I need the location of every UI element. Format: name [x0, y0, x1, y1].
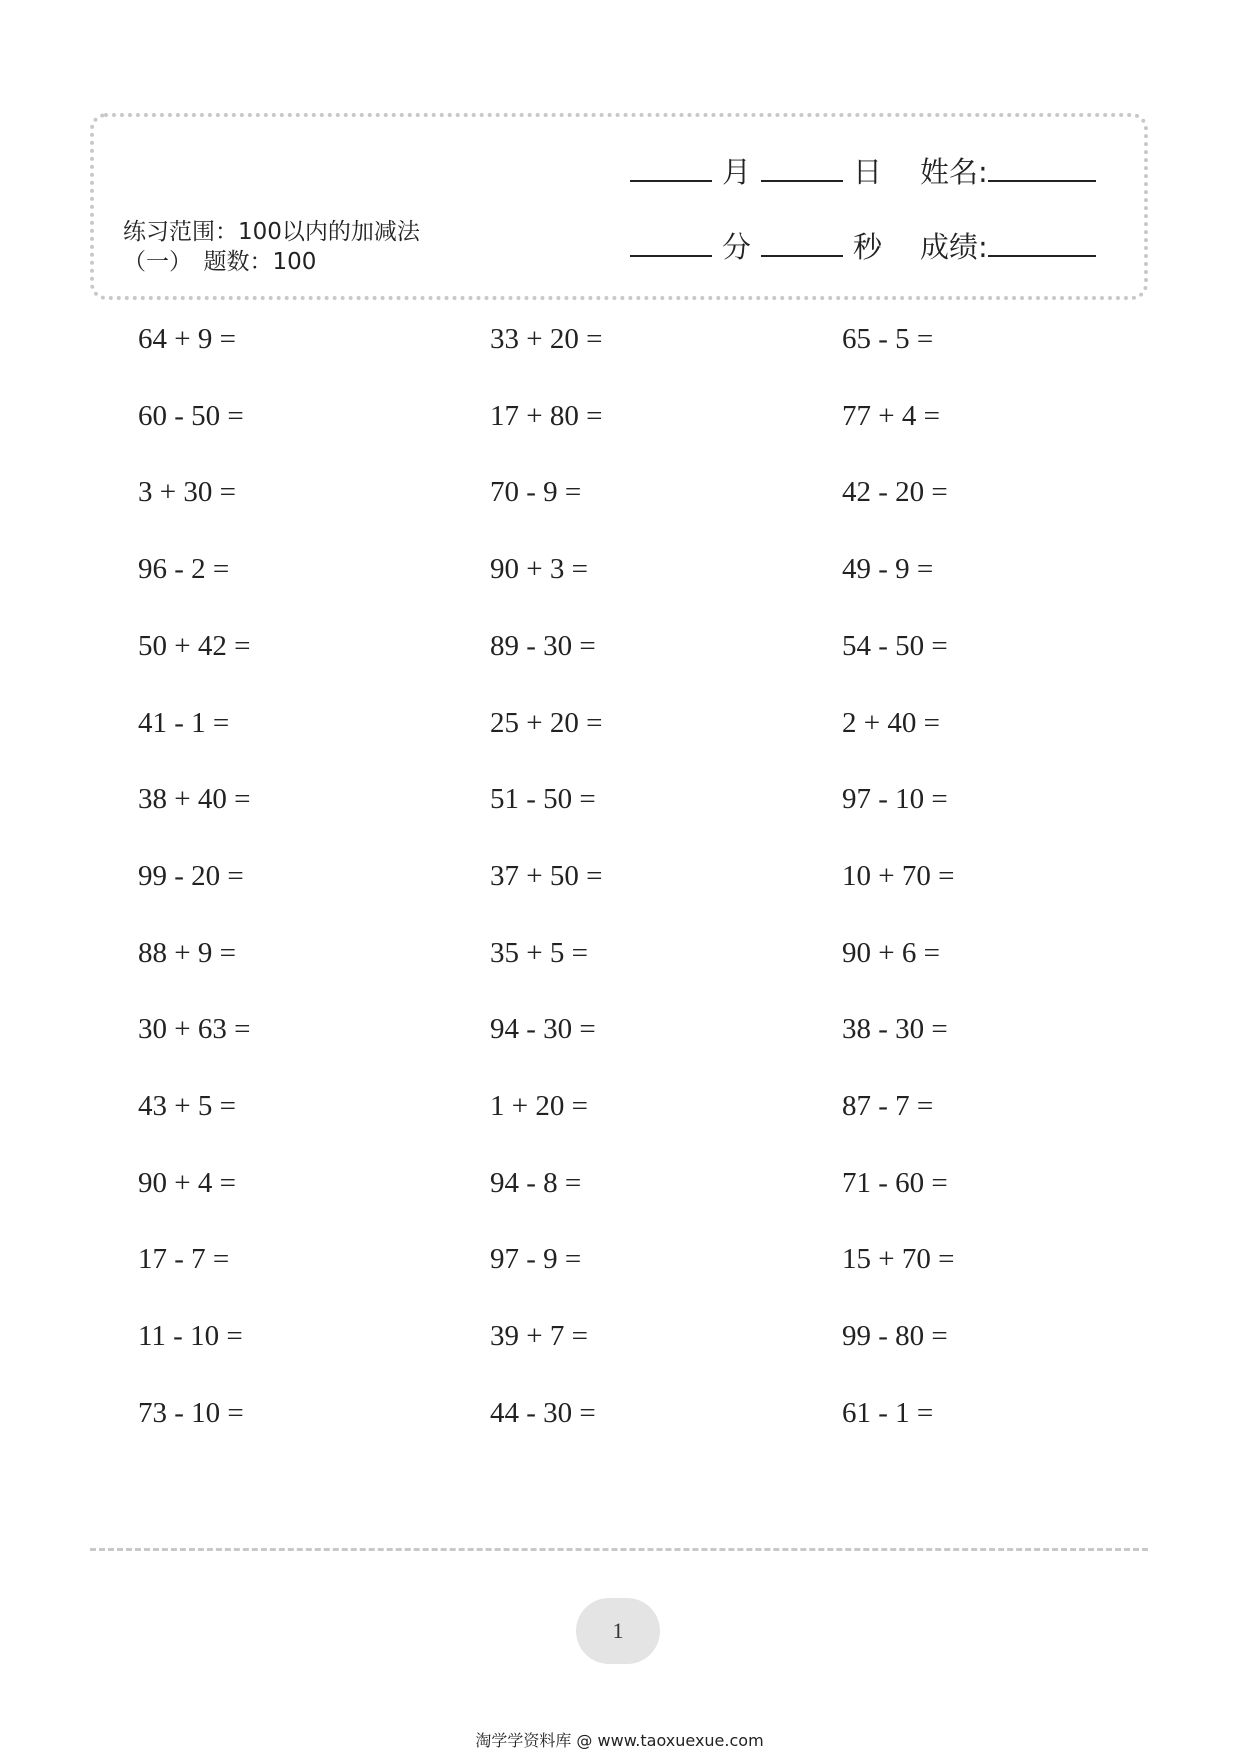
problem-item: 88 + 9 = [138, 936, 236, 969]
problem-item: 61 - 1 = [842, 1396, 934, 1429]
score-label: 成绩: [920, 230, 988, 264]
problem-item: 1 + 20 = [490, 1090, 588, 1122]
problem-row [0, 783, 1239, 823]
problem-item: 77 + 4 = [842, 399, 940, 432]
problem-row [0, 1243, 1239, 1283]
problem-row [0, 1167, 1239, 1207]
problem-item: 25 + 20 = [490, 706, 603, 739]
problem-item: 94 - 8 = [490, 1166, 582, 1199]
problem-item: 37 + 50 = [490, 859, 603, 892]
problem-row [0, 553, 1239, 593]
problem-item: 90 + 6 = [842, 936, 940, 969]
problem-item: 2 + 40 = [842, 706, 940, 739]
problem-item: 89 - 30 = [490, 629, 596, 662]
problem-item: 15 + 70 = [842, 1243, 955, 1276]
problem-row [0, 1013, 1239, 1053]
problem-item: 99 - 20 = [138, 859, 244, 892]
score-blank[interactable] [988, 227, 1096, 257]
month-label: 月 [722, 155, 752, 189]
problem-item: 97 - 10 = [842, 783, 948, 816]
problem-item: 97 - 9 = [490, 1243, 582, 1276]
footer-source: 淘学学资料库 @ www.taoxuexue.com [475, 1731, 764, 1750]
problem-item: 33 + 20 = [490, 323, 603, 355]
problem-item: 64 + 9 = [138, 323, 236, 355]
time-score-row [630, 225, 1096, 266]
problem-row [0, 1090, 1239, 1130]
problem-item: 49 - 9 = [842, 553, 934, 586]
name-blank[interactable] [988, 152, 1096, 182]
problem-item: 10 + 70 = [842, 859, 955, 892]
problem-item: 39 + 7 = [490, 1320, 588, 1353]
second-label: 秒 [853, 230, 883, 264]
problem-item: 99 - 80 = [842, 1320, 948, 1353]
day-label: 日 [853, 155, 883, 189]
problem-row [0, 323, 1239, 363]
problem-item: 17 + 80 = [490, 399, 603, 432]
problem-row [0, 476, 1239, 516]
problem-item: 38 + 40 = [138, 783, 251, 816]
problem-item: 38 - 30 = [842, 1013, 948, 1046]
day-blank[interactable] [761, 152, 843, 182]
problem-item: 35 + 5 = [490, 936, 588, 969]
minute-blank[interactable] [630, 227, 712, 257]
problem-item: 51 - 50 = [490, 783, 596, 816]
problem-item: 44 - 30 = [490, 1396, 596, 1429]
scope-line-2: （一） 题数：100 [123, 249, 317, 275]
practice-scope [123, 217, 420, 277]
problem-item: 94 - 30 = [490, 1013, 596, 1046]
problem-item: 90 + 4 = [138, 1166, 236, 1199]
date-name-row [630, 150, 1096, 191]
problem-item: 42 - 20 = [842, 476, 948, 509]
problem-item: 87 - 7 = [842, 1090, 934, 1122]
problem-item: 73 - 10 = [138, 1396, 244, 1429]
problem-row [0, 1320, 1239, 1360]
problem-item: 17 - 7 = [138, 1243, 230, 1276]
problem-row [0, 860, 1239, 900]
page-divider [90, 1548, 1148, 1551]
problem-row [0, 1397, 1239, 1437]
month-blank[interactable] [630, 152, 712, 182]
problem-row [0, 630, 1239, 670]
second-blank[interactable] [761, 227, 843, 257]
problem-item: 30 + 63 = [138, 1013, 251, 1046]
problem-item: 41 - 1 = [138, 706, 230, 739]
problem-item: 70 - 9 = [490, 476, 582, 509]
problem-item: 43 + 5 = [138, 1090, 236, 1122]
name-label: 姓名: [920, 155, 988, 189]
problem-row [0, 400, 1239, 440]
problem-item: 71 - 60 = [842, 1166, 948, 1199]
problem-row [0, 707, 1239, 747]
problem-row [0, 937, 1239, 977]
problem-item: 90 + 3 = [490, 553, 588, 586]
problem-item: 50 + 42 = [138, 629, 251, 662]
problem-item: 60 - 50 = [138, 399, 244, 432]
problem-item: 54 - 50 = [842, 629, 948, 662]
page-number: 1 [576, 1598, 660, 1664]
problem-item: 3 + 30 = [138, 476, 236, 509]
problem-item: 65 - 5 = [842, 323, 934, 355]
problem-item: 11 - 10 = [138, 1320, 243, 1353]
problem-item: 96 - 2 = [138, 553, 230, 586]
scope-line-1: 练习范围：100以内的加减法 [123, 219, 420, 245]
minute-label: 分 [722, 230, 752, 264]
